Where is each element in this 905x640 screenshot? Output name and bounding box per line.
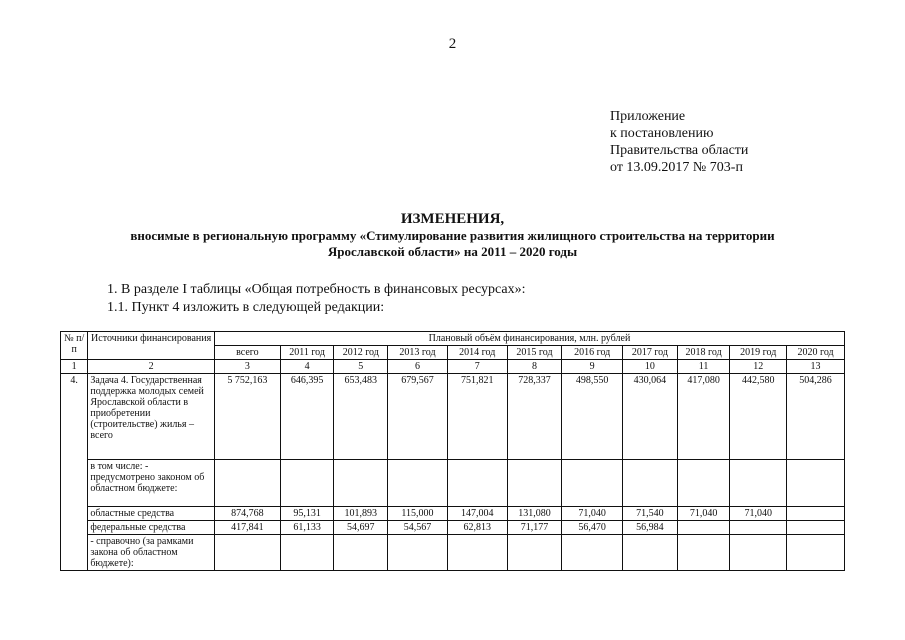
- table-row-federal: [61, 521, 845, 535]
- cell-value: [787, 521, 845, 535]
- column-number: 10: [623, 360, 678, 374]
- header-row: [61, 332, 845, 346]
- cell-value: 417,080: [677, 374, 730, 460]
- cell-value: 131,080: [507, 507, 562, 521]
- header-year: 2015 год: [507, 346, 562, 360]
- header-year: 2017 год: [623, 346, 678, 360]
- row-label: областные средства: [88, 507, 215, 521]
- cell-value: 71,040: [562, 507, 623, 521]
- appendix-line: от 13.09.2017 № 703-п: [610, 160, 743, 175]
- cell-value: 653,483: [334, 374, 388, 460]
- header-year: 2020 год: [787, 346, 845, 360]
- paragraph: 1.1. Пункт 4 изложить в следующей редакции:: [107, 300, 385, 315]
- cell-value: 147,004: [447, 507, 507, 521]
- cell-value: 874,768: [214, 507, 280, 521]
- header-year: 2012 год: [334, 346, 388, 360]
- column-number: 1: [61, 360, 88, 374]
- header-year: 2013 год: [388, 346, 448, 360]
- cell-value: 728,337: [507, 374, 562, 460]
- cell-value: 504,286: [787, 374, 845, 460]
- appendix-block: [610, 108, 748, 176]
- document-title: [0, 210, 905, 260]
- table-row-task: [61, 374, 845, 460]
- cell-value: 751,821: [447, 374, 507, 460]
- header-planned: Плановый объём финансирования, млн. рублей: [214, 332, 844, 346]
- title-subtitle: вносимые в региональную программу «Стимулирование развития жилищного строительства на территории: [130, 228, 775, 243]
- paragraph: 1. В разделе I таблицы «Общая потребность в финансовых ресурсах»:: [107, 282, 526, 297]
- cell-value: 62,813: [447, 521, 507, 535]
- cell-value: 115,000: [388, 507, 448, 521]
- cell-value: 417,841: [214, 521, 280, 535]
- header-year: 2014 год: [447, 346, 507, 360]
- cell-value: 646,395: [280, 374, 334, 460]
- header-year: 2018 год: [677, 346, 730, 360]
- column-number: 9: [562, 360, 623, 374]
- column-number: 13: [787, 360, 845, 374]
- cell-value: [730, 521, 787, 535]
- page-number: 2: [448, 36, 457, 52]
- cell-value: 71,177: [507, 521, 562, 535]
- cell-value: 442,580: [730, 374, 787, 460]
- header-year: 2019 год: [730, 346, 787, 360]
- table-row-regional: [61, 507, 845, 521]
- cell-value: 498,550: [562, 374, 623, 460]
- column-number: 4: [280, 360, 334, 374]
- appendix-line: Правительства области: [610, 143, 749, 158]
- column-number: 6: [388, 360, 448, 374]
- cell-value: 56,470: [562, 521, 623, 535]
- row-label: федеральные средства: [88, 521, 215, 535]
- row-label: Задача 4. Государственная поддержка молодых семей Ярославской области в приобретении (строительстве) жилья – всего: [88, 374, 215, 460]
- cell-value: 71,040: [677, 507, 730, 521]
- financing-table: [60, 331, 845, 571]
- column-number: 2: [88, 360, 215, 374]
- cell-value: 5 752,163: [214, 374, 280, 460]
- header-source: Источники финансирования: [88, 332, 215, 360]
- row-label: - справочно (за рамками закона об областном бюджете):: [88, 535, 215, 571]
- column-number: 8: [507, 360, 562, 374]
- header-year: 2016 год: [562, 346, 623, 360]
- row-num: 4.: [61, 374, 88, 571]
- header-num: № п/п: [61, 332, 88, 360]
- header-total: всего: [214, 346, 280, 360]
- appendix-line: к постановлению: [610, 126, 714, 141]
- appendix-line: Приложение: [610, 109, 686, 124]
- column-number: 12: [730, 360, 787, 374]
- column-number: 5: [334, 360, 388, 374]
- title-subtitle: Ярославской области» на 2011 – 2020 годы: [327, 244, 578, 259]
- column-number-row: [61, 360, 845, 374]
- cell-value: 71,540: [623, 507, 678, 521]
- column-number: 11: [677, 360, 730, 374]
- title-main: ИЗМЕНЕНИЯ,: [400, 211, 505, 227]
- cell-value: 101,893: [334, 507, 388, 521]
- header-year: 2011 год: [280, 346, 334, 360]
- cell-value: 56,984: [623, 521, 678, 535]
- cell-value: 54,697: [334, 521, 388, 535]
- cell-value: 679,567: [388, 374, 448, 460]
- table-row-including: [61, 460, 845, 507]
- cell-value: 430,064: [623, 374, 678, 460]
- row-label: в том числе: - предусмотрено законом об областном бюджете:: [88, 460, 215, 507]
- table-row-reference: [61, 535, 845, 571]
- cell-value: 95,131: [280, 507, 334, 521]
- column-number: 7: [447, 360, 507, 374]
- cell-value: 71,040: [730, 507, 787, 521]
- cell-value: 61,133: [280, 521, 334, 535]
- cell-value: [787, 507, 845, 521]
- cell-value: 54,567: [388, 521, 448, 535]
- cell-value: [677, 521, 730, 535]
- column-number: 3: [214, 360, 280, 374]
